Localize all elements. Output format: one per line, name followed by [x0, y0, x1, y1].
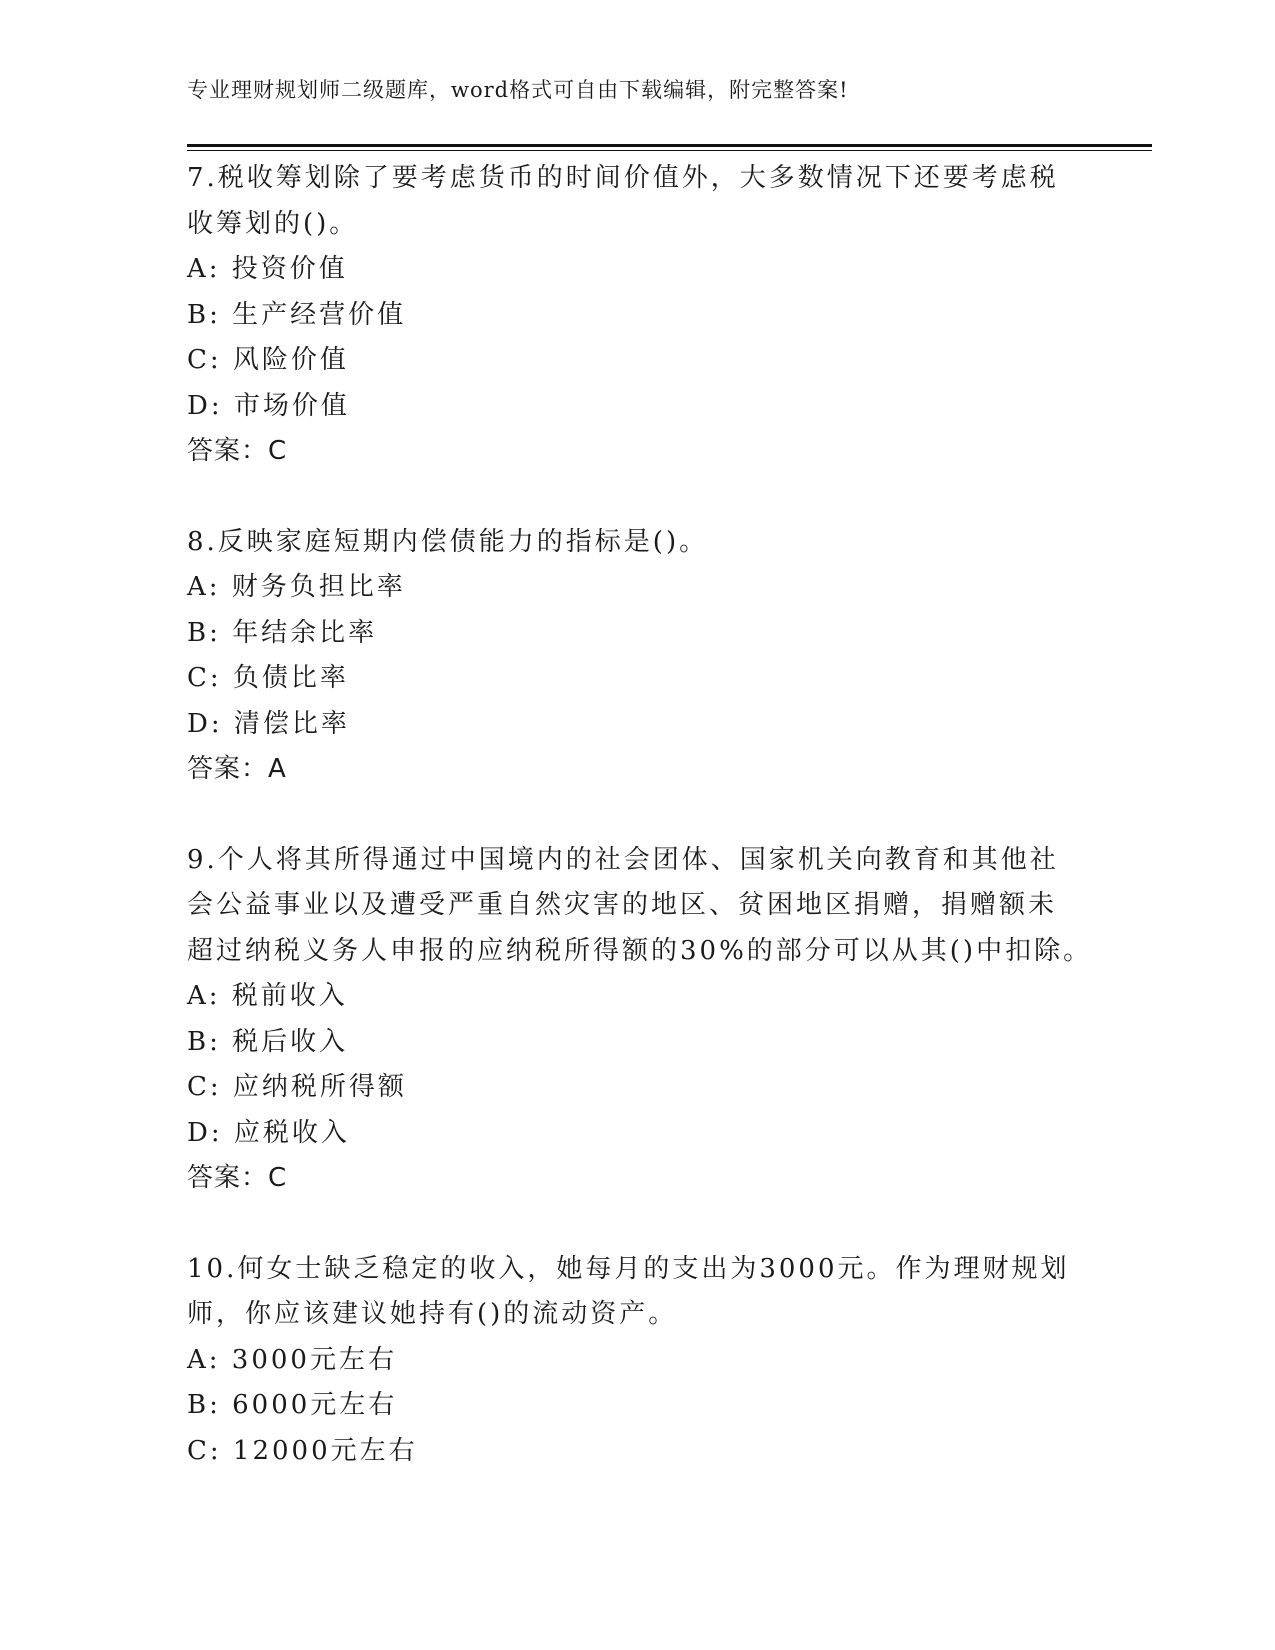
question-text-line: 9.个人将其所得通过中国境内的社会团体、国家机关向教育和其他社 — [187, 844, 1059, 875]
question-8 — [187, 520, 1087, 793]
header-divider-thick — [187, 144, 1152, 147]
option-c: C: 12000元左右 — [187, 1435, 418, 1466]
option-b: B: 生产经营价值 — [187, 299, 407, 330]
answer-line: 答案：A — [187, 754, 287, 784]
option-b: B: 年结余比率 — [187, 617, 378, 648]
question-10 — [187, 1247, 1087, 1475]
question-list — [187, 156, 1093, 1519]
question-7 — [187, 156, 1087, 475]
header-divider-thin — [187, 150, 1152, 151]
option-c: C: 负债比率 — [187, 663, 349, 693]
option-b: B: 税后收入 — [187, 1026, 349, 1057]
question-text-line: 师，你应该建议她持有()的流动资产。 — [187, 1299, 678, 1329]
option-a: A: 3000元左右 — [187, 1344, 397, 1375]
option-c: C: 应纳税所得额 — [187, 1072, 407, 1102]
option-d: D: 应税收入 — [187, 1117, 350, 1148]
option-d: D: 市场价值 — [187, 390, 350, 421]
answer-line: 答案：C — [187, 436, 288, 466]
option-c: C: 风险价值 — [187, 345, 349, 375]
question-text-line: 会公益事业以及遭受严重自然灾害的地区、贫困地区捐赠，捐赠额未 — [187, 890, 1058, 920]
option-b: B: 6000元左右 — [187, 1390, 398, 1420]
question-text-line: 10.何女士缺乏稳定的收入，她每月的支出为3000元。作为理财规划 — [187, 1253, 1070, 1284]
question-text-line: 8.反映家庭短期内偿债能力的指标是()。 — [187, 526, 709, 557]
page-header: 专业理财规划师二级题库，word格式可自由下载编辑，附完整答案! — [187, 78, 849, 102]
question-9 — [187, 838, 1093, 1202]
question-text-line: 收筹划的()。 — [187, 208, 359, 239]
option-a: A: 税前收入 — [187, 981, 348, 1011]
option-d: D: 清偿比率 — [187, 708, 350, 739]
option-a: A: 投资价值 — [187, 254, 348, 284]
question-text-line: 7.税收筹划除了要考虑货币的时间价值外，大多数情况下还要考虑税 — [187, 163, 1059, 193]
answer-line: 答案：C — [187, 1163, 288, 1193]
option-a: A: 财务负担比率 — [187, 572, 406, 602]
question-text-line: 超过纳税义务人申报的应纳税所得额的30%的部分可以从其()中扣除。 — [187, 935, 1093, 966]
